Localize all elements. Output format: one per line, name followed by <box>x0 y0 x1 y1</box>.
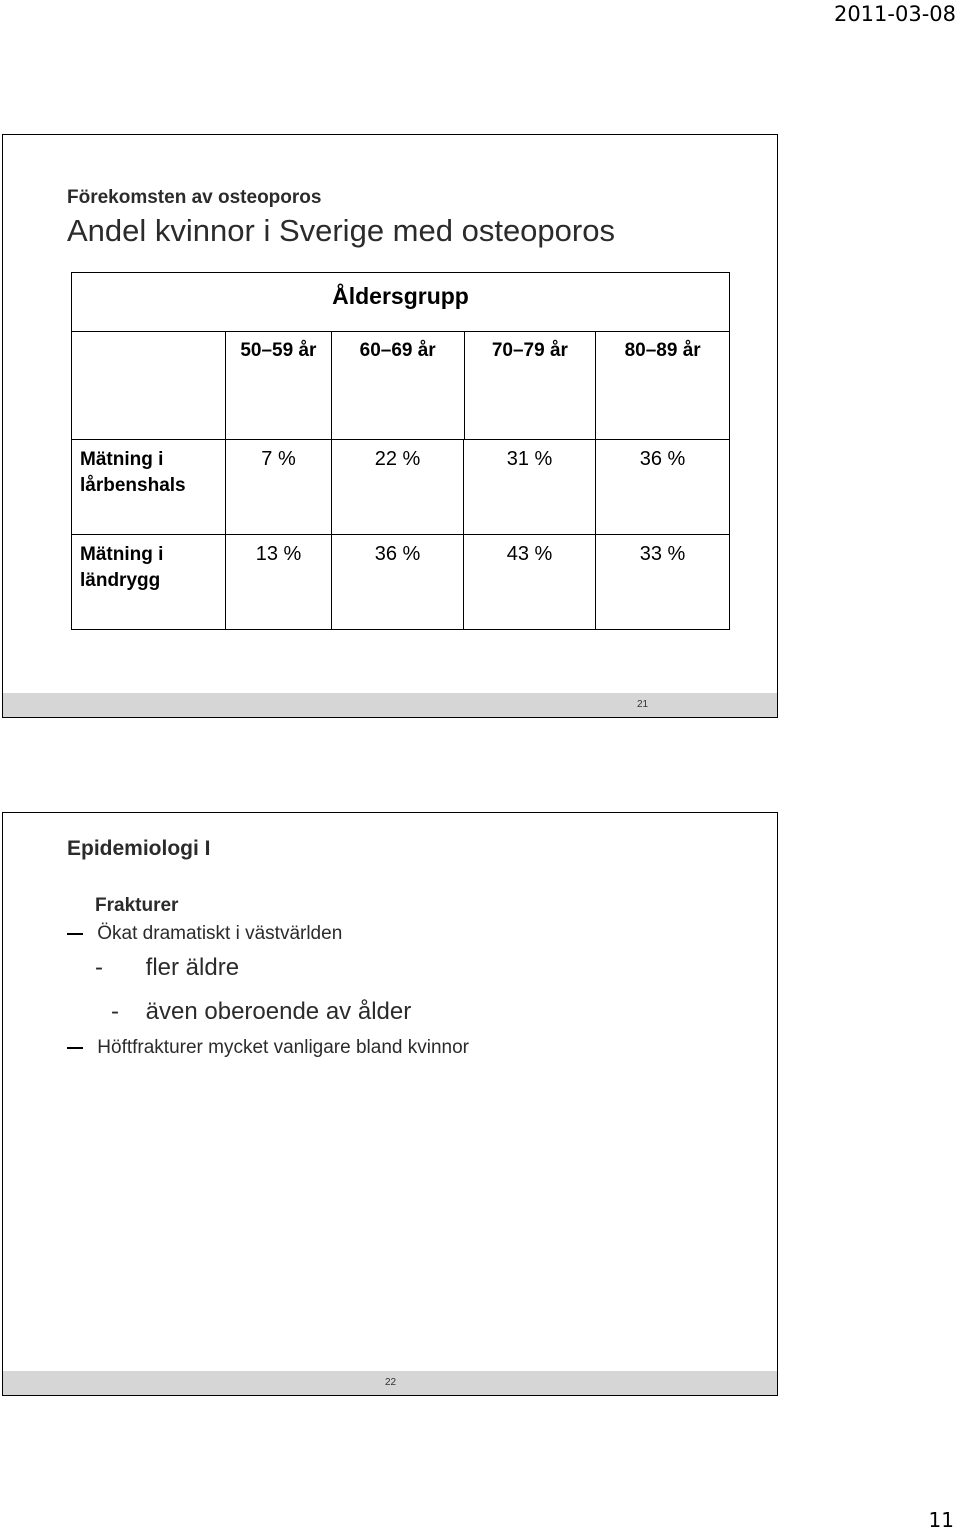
table-cell <box>596 440 730 535</box>
table-cell <box>464 440 596 535</box>
table-cell <box>596 535 730 630</box>
cell-value: 7 % <box>261 448 296 470</box>
cell-value: 31 % <box>506 448 553 470</box>
slide-number: 21 <box>637 699 649 710</box>
slide-title: Epidemiologi I <box>67 837 211 860</box>
cell-value: 13 % <box>255 543 302 565</box>
slide-footer <box>3 1371 777 1395</box>
list-item <box>67 1037 469 1059</box>
hyphen-bullet-icon: - <box>111 998 119 1025</box>
table-row <box>72 535 730 630</box>
age-column-label: 60–69 år <box>359 340 436 361</box>
cell-value: 22 % <box>374 448 421 470</box>
table-cell <box>332 440 464 535</box>
list-item <box>111 998 411 1026</box>
bullet-text: även oberoende av ålder <box>145 998 412 1025</box>
cell-value: 43 % <box>506 543 553 565</box>
empty-corner-cell <box>72 332 226 440</box>
slide-title: Andel kvinnor i Sverige med osteoporos <box>67 213 615 248</box>
cell-value: 33 % <box>639 543 686 565</box>
table-cell <box>332 535 464 630</box>
slide-21 <box>2 134 778 718</box>
page-number: 11 <box>928 1508 954 1532</box>
document-date: 2011-03-08 <box>833 2 956 26</box>
bullet-text: Ökat dramatiskt i västvärlden <box>97 923 343 944</box>
age-column-label: 50–59 år <box>240 340 317 361</box>
age-column-header <box>332 332 464 439</box>
cell-value: 36 % <box>374 543 421 565</box>
list-item <box>95 954 239 982</box>
bullet-text: Höftfrakturer mycket vanligare bland kvinnor <box>97 1037 469 1058</box>
slide-footer <box>3 693 777 717</box>
age-columns-cell <box>226 332 730 440</box>
age-column-header <box>464 332 596 439</box>
osteoporosis-table <box>71 272 730 630</box>
slide-kicker: Förekomsten av osteoporos <box>67 187 322 208</box>
bullet-text: fler äldre <box>145 954 240 981</box>
slide-number: 22 <box>385 1377 397 1388</box>
dash-bullet-icon <box>67 1047 83 1049</box>
table-cell <box>464 535 596 630</box>
age-group-header-label: Åldersgrupp <box>332 283 469 309</box>
table-cell <box>226 440 332 535</box>
table-row <box>72 440 730 535</box>
row-label: Mätning i ländrygg <box>72 535 226 630</box>
slide-subtitle: Frakturer <box>95 895 179 916</box>
list-item <box>67 923 342 945</box>
dash-bullet-icon <box>67 933 83 935</box>
table-cell <box>226 535 332 630</box>
cell-value: 36 % <box>639 448 686 470</box>
age-column-label: 70–79 år <box>491 340 568 361</box>
hyphen-bullet-icon: - <box>95 954 103 981</box>
age-group-header <box>72 273 730 332</box>
age-column-header <box>595 332 729 439</box>
slide-22 <box>2 812 778 1396</box>
row-label: Mätning i lårbenshals <box>72 440 226 535</box>
age-column-header <box>226 332 332 439</box>
age-column-label: 80–89 år <box>624 340 701 361</box>
